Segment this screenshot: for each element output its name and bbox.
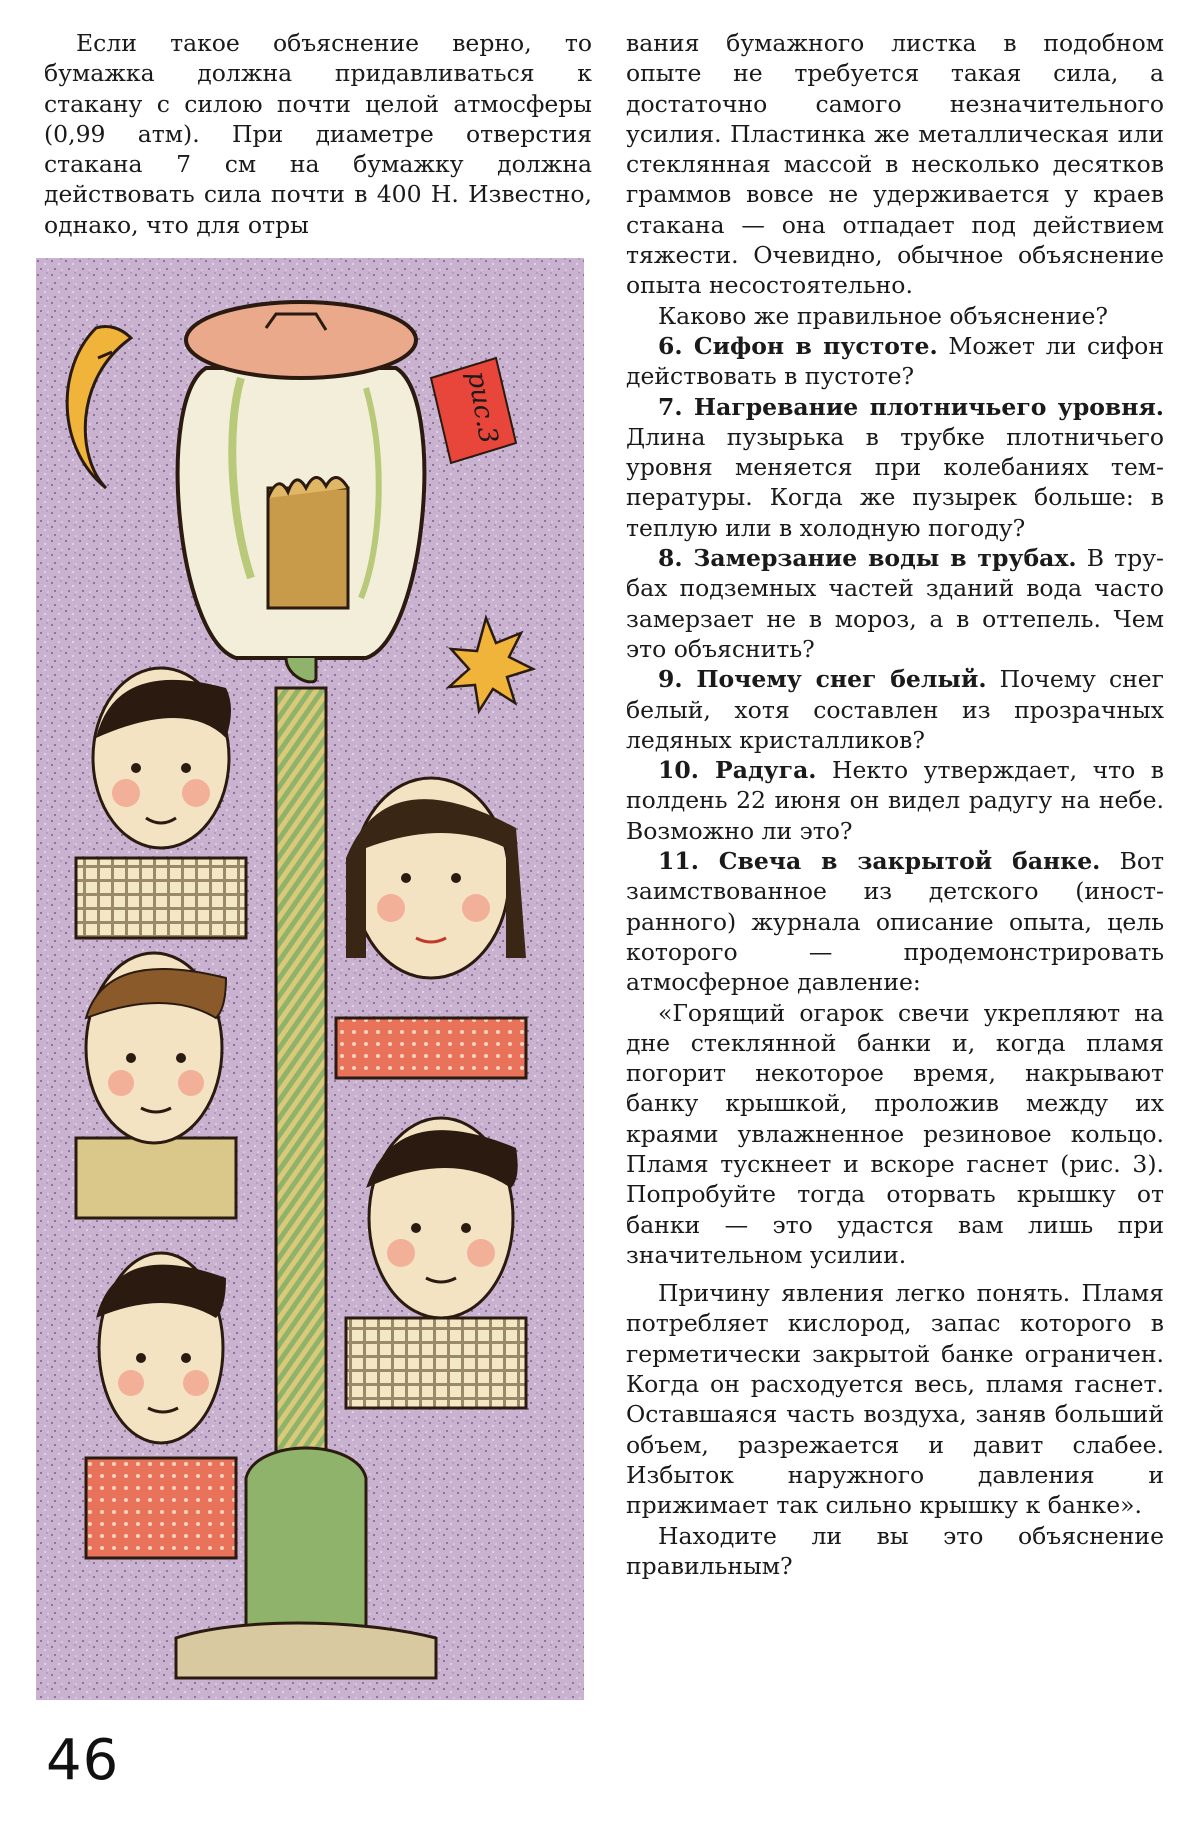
glass-jar bbox=[178, 302, 425, 658]
right-paragraph-1: вания бумажного листка в подобном опыте не требуется такая сила, а достаточно самого незначительного усилия. Пластинка же металлическая или стеклянная массой в несколько десятков граммов вовсе не удерживается у краев стакана — она отпадает под действием тяжести. Очевидно, обычное объяснение опыта несостоятельно. bbox=[626, 29, 1164, 300]
question-10-title: 10. Радуга. bbox=[658, 756, 817, 785]
question-7-text: Длина пузырька в трубке плотничьего уровня меняется при колебаниях температуры. Когда же пузырек больше: в теплую или в холодную погоду? bbox=[626, 422, 1164, 542]
quote-paragraph: «Горящий огарок свечи укрепляют на дне стеклянной банки и, когда пламя погорит некоторое время, накрывают банку крышкой, проложив между их краями увлажненное резиновое кольцо. Пламя тускнеет и вскоре гаснет (рис. 3). Попробуйте тогда оторвать крышку от банки — это удастся вам лишь при значительном усилии. bbox=[626, 998, 1164, 1269]
question-7-title: 7. Нагревание плотничьего уровня. bbox=[658, 392, 1164, 421]
question-11 bbox=[626, 846, 1164, 997]
candle bbox=[268, 488, 348, 608]
question-10-text: Некто утверждает, что в полдень 22 июня он видел радугу на небе. Возможно ли это? bbox=[626, 756, 1164, 845]
question-8 bbox=[626, 543, 1164, 664]
page-number: 46 bbox=[46, 1728, 120, 1793]
left-column bbox=[44, 28, 592, 240]
person-girl bbox=[336, 778, 526, 1078]
question-8-text: В трубах подземных частей зданий вода часто замерзает не в мороз, а в оттепель. Чем это объяснить? bbox=[626, 544, 1164, 663]
figure-3-illustration bbox=[36, 258, 584, 1700]
figure-label: рис.3 bbox=[461, 369, 504, 446]
right-paragraph-2: Каково же правильное объяснение? bbox=[658, 301, 1109, 330]
right-column bbox=[626, 28, 1164, 1581]
question-9-title: 9. Почему снег белый. bbox=[658, 665, 987, 694]
question-11-title: 11. Свеча в закрытой банке. bbox=[658, 847, 1101, 876]
explanation-paragraph: Причину явления легко понять. Пламя потребляет кислород, запас которого в герметически закрытой банке ограничен. Когда он расходуется весь, пламя гаснет. Оставшаяся часть воздуха, заняв больший объем, разрежается и давит слабее. Избыток наружного давления и прижимает так сильно крышку к банке». bbox=[626, 1279, 1164, 1520]
person-boy-2 bbox=[76, 953, 236, 1218]
question-10 bbox=[626, 755, 1164, 846]
question-6-title: 6. Сифон в пустоте. bbox=[658, 331, 938, 360]
question-9-text: Почему снег белый, хотя составлен из прозрачных ледяных кристалликов? bbox=[626, 665, 1164, 754]
question-8-title: 8. Замерзание воды в трубах. bbox=[658, 544, 1077, 573]
question-11-text: Вот заимствованное из детского (иностранного) журнала описание опыта, цель которого — продемонстрировать атмосферное давление: bbox=[626, 847, 1165, 997]
question-6-text: Может ли сифон действовать в пустоте? bbox=[626, 331, 1164, 391]
final-question: Находите ли вы это объяснение правильным? bbox=[626, 1521, 1164, 1580]
question-7 bbox=[626, 392, 1164, 543]
question-6 bbox=[626, 331, 1164, 392]
left-paragraph-1: Если такое объяснение верно, то бумажка должна придавливаться к стакану с силою почти целой атмосферы (0,99 атм). При диаметре отверстия стакана 7 см на бумажку должна действовать сила почти в 400 Н. Известно, однако, что для отры bbox=[44, 29, 592, 239]
question-9 bbox=[626, 664, 1164, 755]
